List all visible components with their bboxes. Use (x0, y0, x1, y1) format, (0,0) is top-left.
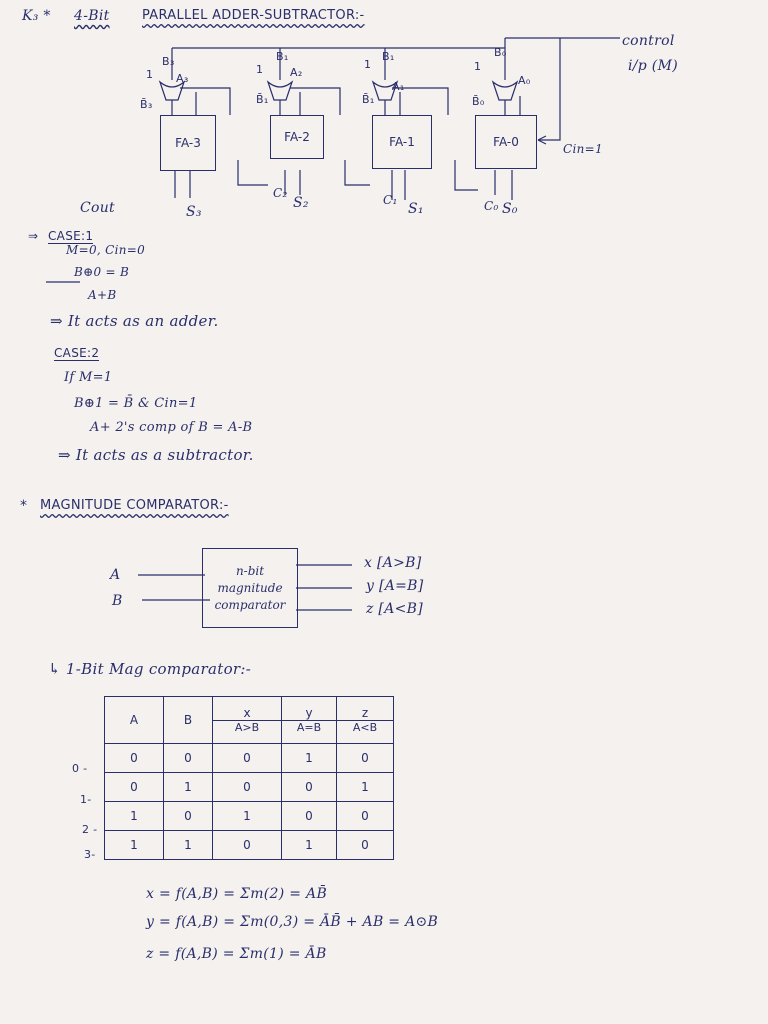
header-bullet: K₃ * (22, 8, 51, 24)
equation-y: y = f(A,B) = Σm(0,3) = ĀB̄ + AB = A⊙B (146, 914, 439, 930)
table-row (105, 773, 394, 802)
table-row (105, 744, 394, 773)
cell: 0 (337, 744, 394, 773)
cell: 0 (337, 831, 394, 860)
page-title: PARALLEL ADDER-SUBTRACTOR:- (142, 8, 365, 23)
control-sub-label: i/p (M) (628, 58, 678, 74)
case1-line2: B⊕0 = B (74, 265, 130, 279)
fa1-one-label: 1 (364, 58, 372, 71)
fa1-a-label: A₁ (392, 80, 405, 93)
fa1-b-label: B₁ (382, 50, 395, 63)
fa1-sum-label: S₁ (408, 201, 424, 217)
full-adder-2: FA-2 (270, 115, 324, 159)
full-adder-3: FA-3 (160, 115, 216, 171)
fa0-sum-label: S₀ (502, 201, 518, 217)
header-x (213, 697, 282, 744)
mag-title: MAGNITUDE COMPARATOR:- (40, 498, 229, 513)
mag-output-z: z [A<B] (366, 601, 423, 617)
table-row (105, 831, 394, 860)
fa3-one-label: 1 (146, 68, 154, 81)
mag-bullet: * (20, 498, 28, 514)
cell: 0 (282, 773, 337, 802)
row-label: 3- (84, 848, 96, 861)
cell: 1 (164, 831, 213, 860)
cell: 1 (105, 802, 164, 831)
mag-comparator-box (202, 548, 298, 628)
mag-box-line3: comparator (214, 597, 286, 612)
table-row (105, 802, 394, 831)
cell: 0 (213, 773, 282, 802)
header-x-cond: A>B (213, 720, 281, 734)
full-adder-1: FA-1 (372, 115, 432, 169)
row-label: 2 - (82, 823, 98, 836)
cell: 1 (105, 831, 164, 860)
control-label: control (622, 33, 675, 49)
header-y (282, 697, 337, 744)
mag-input-a: A (110, 567, 121, 583)
case1-conclusion: ⇒ It acts as an adder. (50, 312, 219, 330)
mag-output-y: y [A=B] (366, 578, 424, 594)
header-y-var: y (305, 706, 313, 720)
fa3-a-label: A₃ (176, 72, 189, 85)
fa2-sum-label: S₂ (293, 195, 309, 211)
case1-line1: M=0, Cin=0 (66, 243, 146, 257)
fa3-b-label: B₃ (162, 55, 175, 68)
cell: 1 (164, 773, 213, 802)
case1-title: CASE:1 (48, 229, 94, 243)
cell: 0 (337, 802, 394, 831)
cell: 0 (105, 773, 164, 802)
cell: 1 (337, 773, 394, 802)
fa0-a-label: A₀ (518, 74, 531, 87)
header-y-cond: A=B (282, 720, 336, 734)
header-z (337, 697, 394, 744)
cell: 0 (282, 802, 337, 831)
fa1-bbar-label: B̄₁ (362, 93, 375, 106)
fa2-bbar-label: B̄₁ (256, 93, 269, 106)
header-b: B (164, 697, 213, 744)
header-z-var: z (361, 706, 369, 720)
case2-line2: B⊕1 = B̄ & Cin=1 (74, 396, 198, 411)
cout-label: Cout (80, 200, 115, 216)
fa2-one-label: 1 (256, 63, 264, 76)
fa2-b-label: B₁ (276, 50, 289, 63)
truth-table (104, 696, 394, 860)
cin-label: Cin=1 (563, 142, 603, 156)
fa1-carry-label: C₁ (383, 193, 398, 207)
mag-input-b: B (112, 593, 123, 609)
case2-title: CASE:2 (54, 346, 100, 360)
header-z-cond: A<B (337, 720, 393, 734)
equation-x: x = f(A,B) = Σm(2) = AB̄ (146, 886, 328, 902)
header-prefix: 4-Bit (74, 8, 110, 24)
fa3-bbar-label: B̄₃ (140, 98, 153, 111)
case1-arrow: ⇒ (28, 229, 39, 243)
mag-box-line1: n-bit (235, 563, 265, 578)
fa2-a-label: A₂ (290, 66, 303, 79)
header-x-var: x (243, 706, 251, 720)
case2-line3: A+ 2's comp of B = A-B (90, 420, 253, 435)
cell: 1 (282, 831, 337, 860)
cell: 0 (213, 744, 282, 773)
fa0-one-label: 1 (474, 60, 482, 73)
fa0-b-label: B₀ (494, 46, 507, 59)
case1-line3: A+B (88, 288, 117, 302)
fa0-carry-label: C₀ (484, 199, 499, 213)
onebit-title: ↳ 1-Bit Mag comparator:- (48, 660, 252, 678)
cell: 0 (164, 744, 213, 773)
case2-line1: If M=1 (64, 370, 113, 385)
cell: 1 (282, 744, 337, 773)
cell: 0 (164, 802, 213, 831)
fa3-sum-label: S₃ (186, 204, 202, 220)
case2-conclusion: ⇒ It acts as a subtractor. (58, 446, 254, 464)
truth-table-header (105, 697, 394, 744)
cell: 1 (213, 802, 282, 831)
fa0-bbar-label: B̄₀ (472, 95, 485, 108)
cell: 0 (105, 744, 164, 773)
cell: 0 (213, 831, 282, 860)
row-label: 1- (80, 793, 92, 806)
full-adder-0: FA-0 (475, 115, 537, 169)
row-label: 0 - (72, 762, 88, 775)
header-a: A (105, 697, 164, 744)
mag-box-line2: magnitude (217, 580, 283, 595)
fa2-carry-label: C₂ (273, 186, 288, 200)
equation-z: z = f(A,B) = Σm(1) = ĀB (146, 946, 327, 962)
mag-output-x: x [A>B] (364, 555, 422, 571)
